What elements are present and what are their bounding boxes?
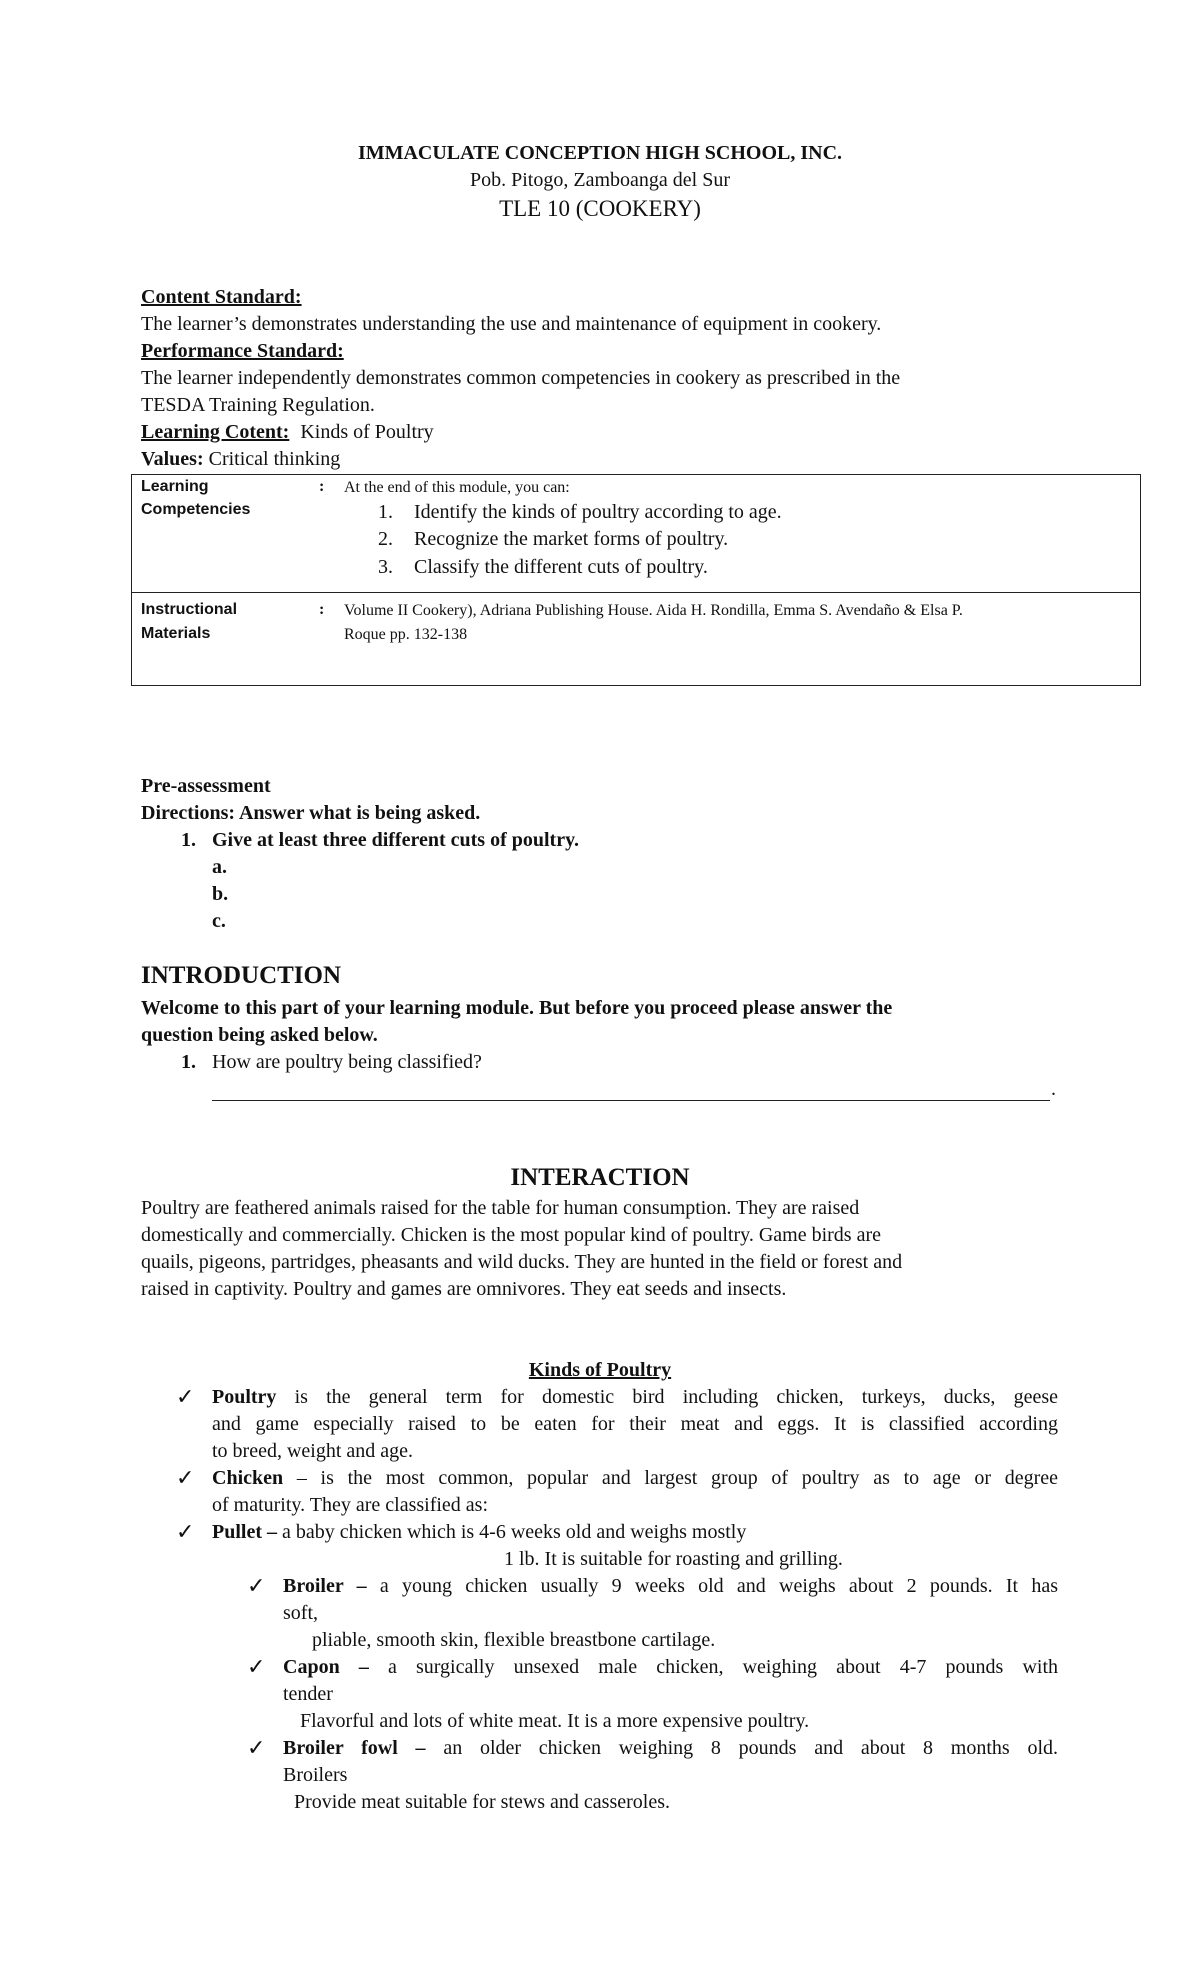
poultry-line-1 <box>212 1386 1058 1409</box>
capon-line-3: Flavorful and lots of white meat. It is a more expensive poultry. <box>300 1710 810 1732</box>
pullet-line-2: 1 lb. It is suitable for roasting and grilling. <box>504 1548 843 1570</box>
materials-colon: : <box>319 601 325 618</box>
subject-title: TLE 10 (COOKERY) <box>499 196 701 221</box>
values-label: Values: <box>141 448 204 470</box>
chicken-text: – is the most common, popular and largest group of poultry as to age or degree <box>296 1467 1059 1489</box>
broiler-line-3: pliable, smooth skin, flexible breastbone cartilage. <box>312 1629 716 1651</box>
broiler-line-2: soft, <box>283 1602 318 1624</box>
school-name: IMMACULATE CONCEPTION HIGH SCHOOL, INC. <box>357 142 843 164</box>
introduction-q-num: 1. <box>181 1051 196 1073</box>
check-icon: ✓ <box>176 1466 195 1491</box>
broiler-line-1 <box>283 1575 1058 1598</box>
competency-num: 2. <box>378 528 393 550</box>
performance-standard-label: Performance Standard: <box>141 340 344 362</box>
materials-label-1: Instructional <box>141 601 238 618</box>
learning-content-label: Learning Cotent: <box>141 421 290 443</box>
competency-text: Recognize the market forms of poultry. <box>414 528 729 550</box>
introduction-welcome-1: Welcome to this part of your learning module. But before you proceed please answer the <box>141 997 893 1019</box>
check-icon: ✓ <box>176 1385 195 1410</box>
competency-item-3 <box>378 556 708 579</box>
preassessment-title: Pre-assessment <box>141 775 271 797</box>
poultry-text: is the general term for domestic bird including chicken, turkeys, ducks, geese <box>294 1386 1058 1408</box>
introduction-welcome-2: question being asked below. <box>141 1024 378 1046</box>
capon-term: Capon – <box>283 1656 369 1678</box>
performance-standard-text-1: The learner independently demonstrates common competencies in cookery as prescribed in the <box>141 367 901 389</box>
performance-standard-text-2: TESDA Training Regulation. <box>141 394 375 416</box>
answer-a: a. <box>212 856 227 878</box>
chicken-term: Chicken <box>212 1467 284 1489</box>
learning-content-value: Kinds of Poultry <box>300 421 434 443</box>
fowl-line-2: Broilers <box>283 1764 348 1786</box>
competency-item-1 <box>378 501 782 524</box>
competencies-intro: At the end of this module, you can: <box>344 479 570 496</box>
competency-text: Classify the different cuts of poultry. <box>414 556 708 578</box>
answer-c: c. <box>212 910 226 932</box>
poultry-line-2: and game especially raised to be eaten for their meat and eggs. It is classified according <box>212 1413 1058 1435</box>
chicken-line-1 <box>212 1467 1058 1490</box>
poultry-term: Poultry <box>212 1386 277 1408</box>
interaction-line-1: Poultry are feathered animals raised for the table for human consumption. They are raised <box>141 1197 860 1219</box>
competency-num: 1. <box>378 501 393 523</box>
preassessment-question: Give at least three different cuts of poultry. <box>212 829 579 851</box>
check-icon: ✓ <box>247 1574 266 1599</box>
introduction-title: INTRODUCTION <box>141 962 342 989</box>
preassessment-directions: Directions: Answer what is being asked. <box>141 802 481 824</box>
preassessment-q-num: 1. <box>181 829 196 851</box>
chicken-line-2: of maturity. They are classified as: <box>212 1494 489 1516</box>
answer-b: b. <box>212 883 229 905</box>
poultry-line-3: to breed, weight and age. <box>212 1440 414 1462</box>
values <box>141 448 340 471</box>
interaction-line-4: raised in captivity. Poultry and games are omnivores. They eat seeds and insects. <box>141 1278 787 1300</box>
fowl-term: Broiler fowl – <box>283 1737 426 1759</box>
materials-label-2: Materials <box>141 625 211 642</box>
competency-text: Identify the kinds of poultry according to age. <box>414 501 782 523</box>
capon-line-2: tender <box>283 1683 333 1705</box>
fowl-line-3: Provide meat suitable for stews and casseroles. <box>294 1791 671 1813</box>
pullet-text: a baby chicken which is 4-6 weeks old and weighs mostly <box>282 1521 747 1543</box>
check-icon: ✓ <box>176 1520 195 1545</box>
pullet-line-1 <box>212 1521 746 1544</box>
check-icon: ✓ <box>247 1736 266 1761</box>
materials-text-2: Roque pp. 132-138 <box>344 626 468 643</box>
values-value: Critical thinking <box>208 448 341 470</box>
school-location: Pob. Pitogo, Zamboanga del Sur <box>470 169 730 191</box>
answer-line-end: . <box>1051 1078 1056 1100</box>
content-standard-text: The learner’s demonstrates understanding the use and maintenance of equipment in cookery. <box>141 313 882 335</box>
answer-line <box>212 1100 1050 1101</box>
materials-text-1: Volume II Cookery), Adriana Publishing House. Aida H. Rondilla, Emma S. Avendaño & Elsa P. <box>344 602 963 619</box>
table-divider <box>132 592 1140 593</box>
competencies-label-1: Learning <box>141 478 209 495</box>
broiler-term: Broiler – <box>283 1575 367 1597</box>
competency-item-2 <box>378 528 729 551</box>
interaction-title: INTERACTION <box>510 1164 690 1191</box>
competency-num: 3. <box>378 556 393 578</box>
introduction-question: How are poultry being classified? <box>212 1051 482 1073</box>
pullet-term: Pullet – <box>212 1521 277 1543</box>
check-icon: ✓ <box>247 1655 266 1680</box>
learning-content <box>141 421 434 444</box>
competencies-colon: : <box>319 478 325 495</box>
content-standard-label: Content Standard: <box>141 286 302 308</box>
fowl-text: an older chicken weighing 8 pounds and about 8 months old. <box>443 1737 1059 1759</box>
capon-text: a surgically unsexed male chicken, weighing about 4-7 pounds with <box>387 1656 1058 1678</box>
interaction-line-2: domestically and commercially. Chicken is the most popular kind of poultry. Game birds are <box>141 1224 881 1246</box>
competencies-label-2: Competencies <box>141 501 251 518</box>
fowl-line-1 <box>283 1737 1058 1760</box>
broiler-text: a young chicken usually 9 weeks old and weighs about 2 pounds. It has <box>379 1575 1058 1597</box>
capon-line-1 <box>283 1656 1058 1679</box>
kinds-title: Kinds of Poultry <box>528 1359 672 1381</box>
interaction-line-3: quails, pigeons, partridges, pheasants and wild ducks. They are hunted in the field or forest and <box>141 1251 903 1273</box>
